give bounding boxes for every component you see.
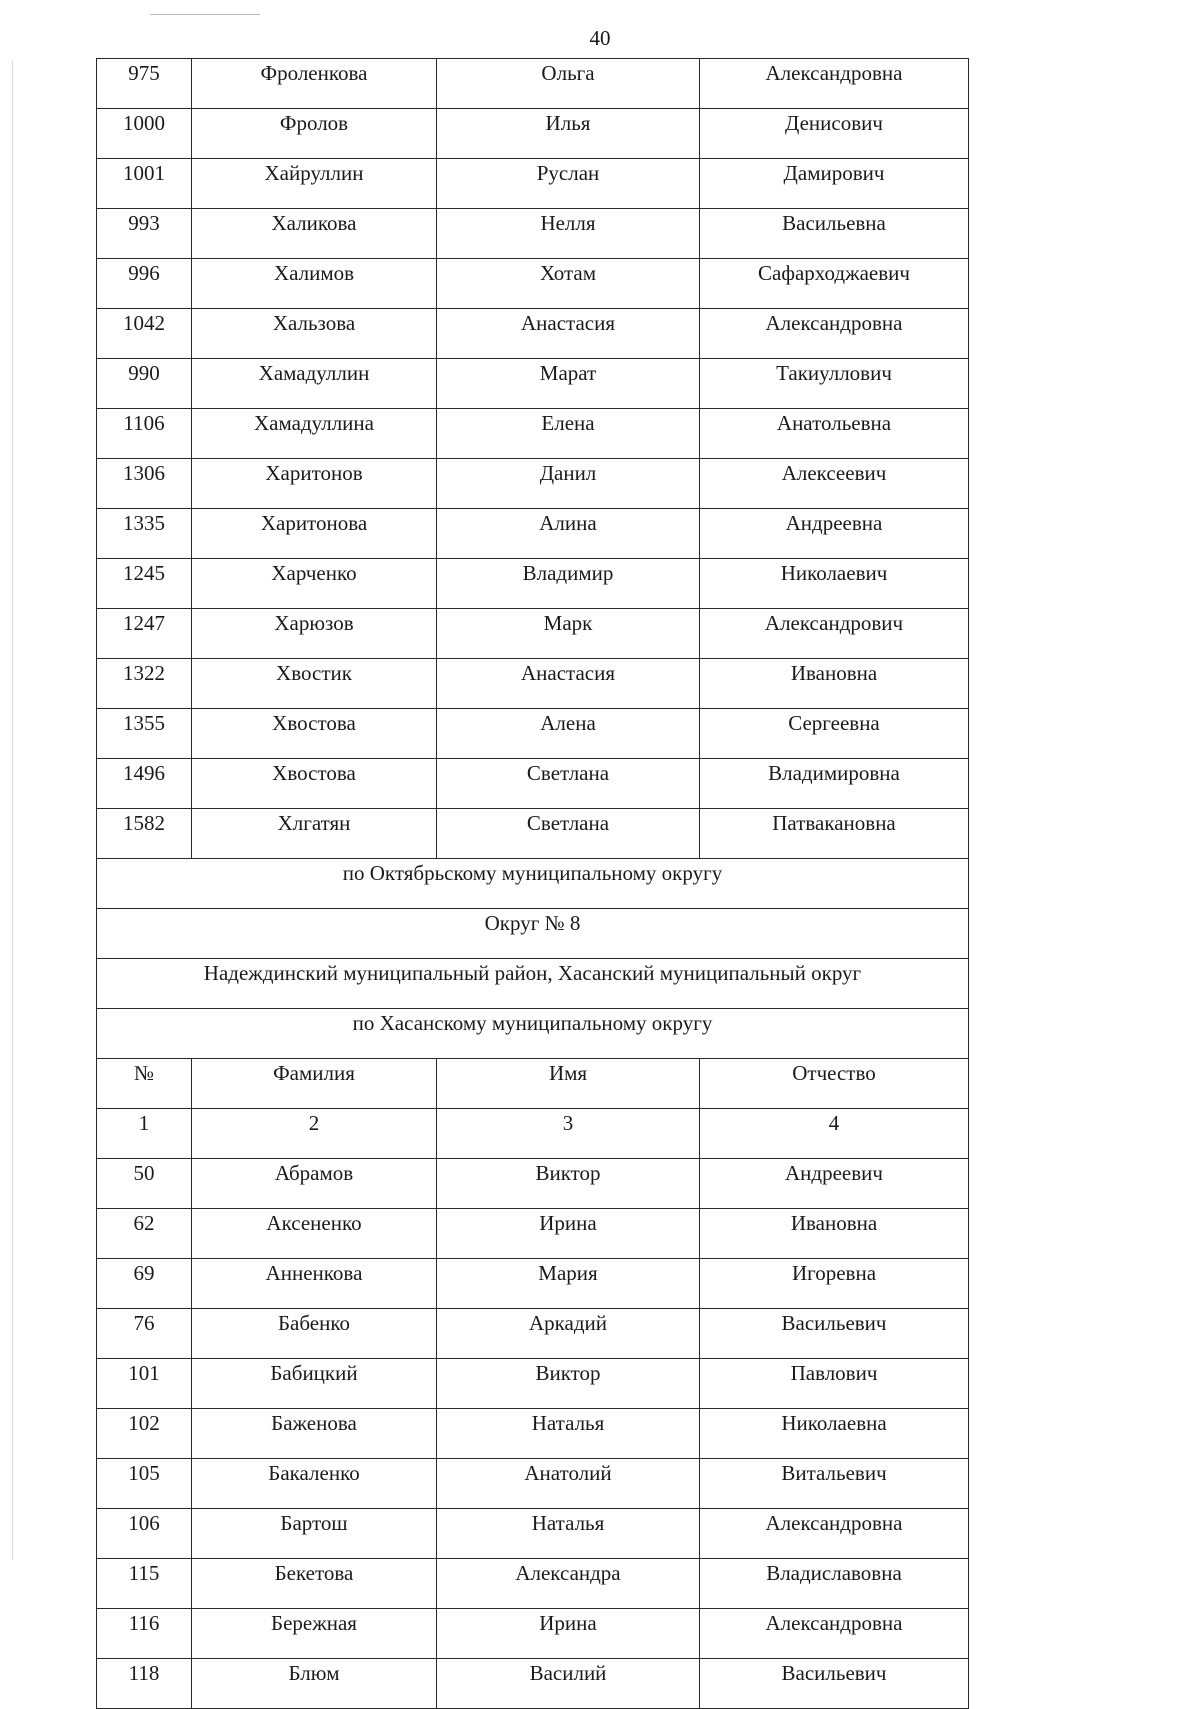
header-row <box>97 1059 969 1109</box>
cell-surname: Харченко <box>192 559 437 609</box>
cell-patronymic: Ивановна <box>700 659 969 709</box>
column-number: 4 <box>700 1109 969 1159</box>
cell-surname: Хлгатян <box>192 809 437 859</box>
table-row <box>97 609 969 659</box>
cell-number: 1245 <box>97 559 192 609</box>
table-row <box>97 1309 969 1359</box>
cell-name: Виктор <box>437 1359 700 1409</box>
table-body-bottom <box>97 1159 969 1709</box>
cell-number: 1247 <box>97 609 192 659</box>
header-surname: Фамилия <box>192 1059 437 1109</box>
cell-name: Анатолий <box>437 1459 700 1509</box>
cell-surname: Фроленкова <box>192 59 437 109</box>
cell-patronymic: Александровна <box>700 1609 969 1659</box>
section-octyabrsky: по Октябрьскому муниципальному округу <box>97 859 969 909</box>
cell-number: 106 <box>97 1509 192 1559</box>
cell-number: 76 <box>97 1309 192 1359</box>
cell-name: Ирина <box>437 1209 700 1259</box>
table-row <box>97 1409 969 1459</box>
cell-surname: Халимов <box>192 259 437 309</box>
table-row <box>97 809 969 859</box>
cell-number: 101 <box>97 1359 192 1409</box>
table-row <box>97 209 969 259</box>
cell-surname: Хвостик <box>192 659 437 709</box>
cell-patronymic: Васильевич <box>700 1659 969 1709</box>
cell-patronymic: Патвакановна <box>700 809 969 859</box>
cell-surname: Бекетова <box>192 1559 437 1609</box>
cell-name: Владимир <box>437 559 700 609</box>
table-row <box>97 159 969 209</box>
cell-name: Аркадий <box>437 1309 700 1359</box>
cell-surname: Бережная <box>192 1609 437 1659</box>
table-row <box>97 1159 969 1209</box>
column-number-row <box>97 1109 969 1159</box>
cell-number: 996 <box>97 259 192 309</box>
table-row <box>97 1359 969 1409</box>
cell-surname: Хайруллин <box>192 159 437 209</box>
cell-number: 105 <box>97 1459 192 1509</box>
cell-patronymic: Игоревна <box>700 1259 969 1309</box>
cell-name: Нелля <box>437 209 700 259</box>
cell-patronymic: Витальевич <box>700 1459 969 1509</box>
cell-surname: Баженова <box>192 1409 437 1459</box>
cell-name: Марат <box>437 359 700 409</box>
header-patronymic: Отчество <box>700 1059 969 1109</box>
cell-surname: Хальзова <box>192 309 437 359</box>
section-row <box>97 959 969 1009</box>
table-row <box>97 409 969 459</box>
section-row <box>97 909 969 959</box>
cell-number: 1042 <box>97 309 192 359</box>
cell-name: Марк <box>437 609 700 659</box>
cell-patronymic: Николаевич <box>700 559 969 609</box>
cell-patronymic: Павлович <box>700 1359 969 1409</box>
cell-name: Мария <box>437 1259 700 1309</box>
table-row <box>97 309 969 359</box>
cell-surname: Абрамов <box>192 1159 437 1209</box>
table-row <box>97 259 969 309</box>
header-name: Имя <box>437 1059 700 1109</box>
cell-name: Виктор <box>437 1159 700 1209</box>
cell-surname: Бартош <box>192 1509 437 1559</box>
cell-number: 1355 <box>97 709 192 759</box>
cell-name: Анастасия <box>437 309 700 359</box>
cell-patronymic: Сергеевна <box>700 709 969 759</box>
cell-number: 990 <box>97 359 192 409</box>
cell-name: Наталья <box>437 1509 700 1559</box>
cell-name: Ирина <box>437 1609 700 1659</box>
candidate-table <box>96 58 969 1709</box>
cell-patronymic: Николаевна <box>700 1409 969 1459</box>
cell-surname: Харюзов <box>192 609 437 659</box>
cell-patronymic: Денисович <box>700 109 969 159</box>
table-row <box>97 709 969 759</box>
cell-patronymic: Васильевич <box>700 1309 969 1359</box>
cell-surname: Хвостова <box>192 709 437 759</box>
header-num: № <box>97 1059 192 1109</box>
cell-number: 50 <box>97 1159 192 1209</box>
district-areas: Надеждинский муниципальный район, Хасанский муниципальный округ <box>97 959 969 1009</box>
table-row <box>97 1209 969 1259</box>
cell-name: Илья <box>437 109 700 159</box>
cell-patronymic: Александрович <box>700 609 969 659</box>
district-title: Округ № 8 <box>97 909 969 959</box>
table-row <box>97 509 969 559</box>
cell-number: 1000 <box>97 109 192 159</box>
cell-patronymic: Анатольевна <box>700 409 969 459</box>
table-row <box>97 559 969 609</box>
cell-name: Руслан <box>437 159 700 209</box>
table-row <box>97 1559 969 1609</box>
table-row <box>97 59 969 109</box>
table-row <box>97 659 969 709</box>
cell-number: 1582 <box>97 809 192 859</box>
table-section-headings <box>97 859 969 1159</box>
cell-number: 1306 <box>97 459 192 509</box>
cell-patronymic: Дамирович <box>700 159 969 209</box>
table-row <box>97 1259 969 1309</box>
cell-name: Елена <box>437 409 700 459</box>
cell-patronymic: Васильевна <box>700 209 969 259</box>
table-row <box>97 1609 969 1659</box>
cell-number: 115 <box>97 1559 192 1609</box>
cell-name: Александра <box>437 1559 700 1609</box>
cell-patronymic: Александровна <box>700 309 969 359</box>
column-number: 3 <box>437 1109 700 1159</box>
cell-number: 1106 <box>97 409 192 459</box>
cell-number: 69 <box>97 1259 192 1309</box>
cell-surname: Хвостова <box>192 759 437 809</box>
cell-name: Светлана <box>437 759 700 809</box>
cell-name: Данил <box>437 459 700 509</box>
scan-artifact <box>150 14 260 15</box>
table-row <box>97 1509 969 1559</box>
cell-surname: Аксененко <box>192 1209 437 1259</box>
cell-name: Хотам <box>437 259 700 309</box>
table-row <box>97 359 969 409</box>
cell-name: Алена <box>437 709 700 759</box>
cell-name: Наталья <box>437 1409 700 1459</box>
cell-number: 1496 <box>97 759 192 809</box>
section-row <box>97 859 969 909</box>
cell-surname: Харитонов <box>192 459 437 509</box>
cell-surname: Харитонова <box>192 509 437 559</box>
table-row <box>97 1659 969 1709</box>
cell-surname: Хамадуллин <box>192 359 437 409</box>
cell-patronymic: Александровна <box>700 1509 969 1559</box>
cell-surname: Блюм <box>192 1659 437 1709</box>
cell-patronymic: Владиславовна <box>700 1559 969 1609</box>
section-khasansky: по Хасанскому муниципальному округу <box>97 1009 969 1059</box>
cell-name: Анастасия <box>437 659 700 709</box>
cell-patronymic: Андреевич <box>700 1159 969 1209</box>
table-row <box>97 759 969 809</box>
cell-number: 102 <box>97 1409 192 1459</box>
cell-number: 116 <box>97 1609 192 1659</box>
cell-patronymic: Владимировна <box>700 759 969 809</box>
cell-patronymic: Андреевна <box>700 509 969 559</box>
cell-surname: Бабенко <box>192 1309 437 1359</box>
cell-name: Алина <box>437 509 700 559</box>
cell-number: 1322 <box>97 659 192 709</box>
cell-number: 1001 <box>97 159 192 209</box>
cell-number: 993 <box>97 209 192 259</box>
cell-patronymic: Александровна <box>700 59 969 109</box>
cell-name: Ольга <box>437 59 700 109</box>
cell-number: 1335 <box>97 509 192 559</box>
cell-patronymic: Сафарходжаевич <box>700 259 969 309</box>
cell-surname: Бакаленко <box>192 1459 437 1509</box>
cell-surname: Анненкова <box>192 1259 437 1309</box>
cell-number: 62 <box>97 1209 192 1259</box>
table-row <box>97 459 969 509</box>
cell-number: 118 <box>97 1659 192 1709</box>
column-number: 1 <box>97 1109 192 1159</box>
cell-number: 975 <box>97 59 192 109</box>
cell-patronymic: Ивановна <box>700 1209 969 1259</box>
scan-artifact <box>12 60 13 1560</box>
cell-surname: Фролов <box>192 109 437 159</box>
section-row <box>97 1009 969 1059</box>
cell-patronymic: Алексеевич <box>700 459 969 509</box>
column-number: 2 <box>192 1109 437 1159</box>
table-body-top <box>97 59 969 859</box>
cell-name: Василий <box>437 1659 700 1709</box>
table-row <box>97 1459 969 1509</box>
table-row <box>97 109 969 159</box>
cell-surname: Халикова <box>192 209 437 259</box>
cell-name: Светлана <box>437 809 700 859</box>
page-number: 40 <box>589 26 611 50</box>
cell-patronymic: Такиуллович <box>700 359 969 409</box>
cell-surname: Бабицкий <box>192 1359 437 1409</box>
cell-surname: Хамадуллина <box>192 409 437 459</box>
